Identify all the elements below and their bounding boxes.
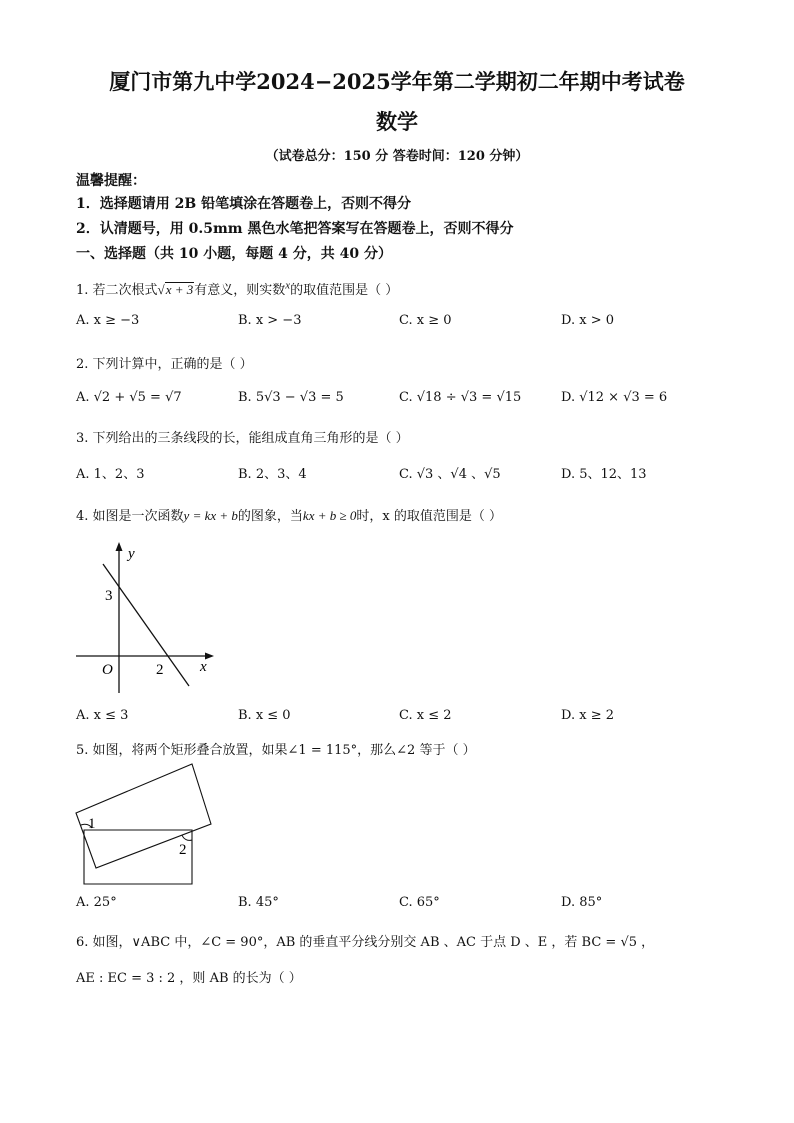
q4-formula: y = kx + b bbox=[183, 508, 238, 523]
question-4-stem: 4. 如图是一次函数y = kx + b的图象，当kx + b ≥ 0时，x 的取值范围是（ ） bbox=[76, 508, 502, 524]
q1-option-c: C. x ≥ 0 bbox=[399, 313, 452, 328]
origin-label: O bbox=[102, 662, 113, 678]
y-axis-arrow bbox=[116, 542, 123, 551]
horizontal-rectangle bbox=[84, 830, 192, 884]
q4-condition: kx + b ≥ 0 bbox=[302, 508, 357, 523]
q4-option-b: B. x ≤ 0 bbox=[238, 708, 291, 723]
q3-option-b: B. 2、3、4 bbox=[238, 467, 307, 482]
notice-item-1: 1．选择题请用 2B 铅笔填涂在答题卷上，否则不得分 bbox=[76, 196, 412, 212]
q5-option-c: C. 65° bbox=[399, 895, 440, 910]
exam-title: 厦门市第九中学2024−2025学年第二学期初二年期中考试卷 bbox=[109, 69, 685, 94]
question-2-stem: 2. 下列计算中，正确的是（ ） bbox=[76, 357, 253, 372]
section-heading: 一、选择题（共 10 小题，每题 4 分，共 40 分） bbox=[76, 246, 392, 262]
notice-item-2: 2．认清题号，用 0.5mm 黑色水笔把答案写在答题卷上，否则不得分 bbox=[76, 221, 514, 237]
question-1-stem: 1. 若二次根式√x + 3有意义，则实数$^x$的取值范围是（ ） bbox=[76, 279, 399, 298]
angle-1-label: 1 bbox=[88, 816, 96, 832]
function-line bbox=[103, 564, 189, 686]
q5-option-b: B. 45° bbox=[238, 895, 279, 910]
q3-option-d: D. 5、12、13 bbox=[561, 467, 647, 482]
y-axis-label: y bbox=[128, 546, 135, 562]
q4-option-a: A. x ≤ 3 bbox=[76, 708, 129, 723]
q4-option-d: D. x ≥ 2 bbox=[561, 708, 614, 723]
q1-option-a: A. x ≥ −3 bbox=[76, 313, 140, 328]
question-5-stem: 5. 如图，将两个矩形叠合放置，如果∠1 = 115°，那么∠2 等于（ ） bbox=[76, 743, 476, 758]
q2-option-b: B. 5√3 − √3 = 5 bbox=[238, 390, 344, 405]
q5-option-a: A. 25° bbox=[76, 895, 117, 910]
q3-option-c: C. √3 、√4 、√5 bbox=[399, 467, 501, 482]
q1-option-d: D. x > 0 bbox=[561, 313, 614, 328]
y-intercept-label: 3 bbox=[105, 588, 113, 604]
q2-option-a: A. √2 + √5 = √7 bbox=[76, 390, 182, 405]
q5-option-d: D. 85° bbox=[561, 895, 603, 910]
exam-info: （试卷总分：150 分 答卷时间：120 分钟） bbox=[265, 149, 529, 164]
question-6-stem-line-2: AE : EC = 3 : 2 ，则 AB 的长为（ ） bbox=[76, 971, 302, 986]
q3-option-a: A. 1、2、3 bbox=[76, 467, 145, 482]
q5-rectangles-figure bbox=[70, 758, 220, 890]
angle-2-arc bbox=[182, 835, 192, 840]
question-3-stem: 3. 下列给出的三条线段的长，能组成直角三角形的是（ ） bbox=[76, 431, 409, 446]
q2-option-c: C. √18 ÷ √3 = √15 bbox=[399, 390, 522, 405]
q4-graph bbox=[70, 538, 220, 698]
subject-title: 数学 bbox=[376, 109, 418, 134]
q2-option-d: D. √12 × √3 = 6 bbox=[561, 390, 668, 405]
question-6-stem-line-1: 6. 如图，∨ABC 中，∠C = 90°，AB 的垂直平分线分别交 AB 、AC 于点 D 、E ，若 BC = √5 ， bbox=[76, 935, 655, 950]
q1-radicand: x + 3 bbox=[165, 282, 194, 297]
q1-option-b: B. x > −3 bbox=[238, 313, 302, 328]
angle-2-label: 2 bbox=[179, 842, 187, 858]
x-axis-label: x bbox=[200, 659, 207, 675]
x-intercept-label: 2 bbox=[156, 662, 164, 678]
tilted-rectangle bbox=[76, 764, 211, 868]
q4-option-c: C. x ≤ 2 bbox=[399, 708, 452, 723]
notice-heading: 温馨提醒： bbox=[76, 173, 146, 189]
